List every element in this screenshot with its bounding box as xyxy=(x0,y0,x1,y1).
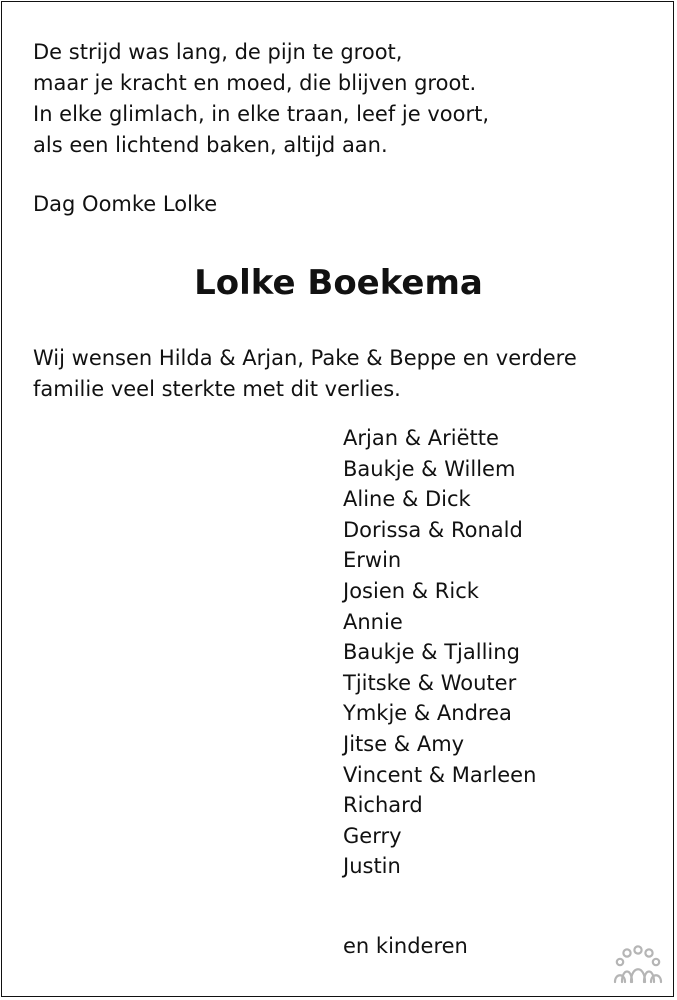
signer-item: Tjitske & Wouter xyxy=(343,670,517,695)
poem-line: als een lichtend baken, altijd aan. xyxy=(33,133,388,157)
signer-item: Gerry xyxy=(343,823,402,848)
signer-item: Josien & Rick xyxy=(343,578,479,603)
signer-item: Baukje & Willem xyxy=(343,456,516,481)
poem-line: In elke glimlach, in elke traan, leef je voort, xyxy=(33,102,489,126)
signer-item: Justin xyxy=(343,854,401,879)
signer-item: Vincent & Marleen xyxy=(343,762,537,787)
signer-item: Arjan & Ariëtte xyxy=(343,426,499,450)
signer-item: Jitse & Amy xyxy=(343,731,465,756)
condolence-message xyxy=(33,343,577,405)
greeting: Dag Oomke Lolke xyxy=(33,192,218,216)
closing-line: en kinderen xyxy=(343,934,468,958)
signers-list xyxy=(343,423,536,882)
signer-item: Aline & Dick xyxy=(343,487,471,512)
signer-item: Richard xyxy=(343,793,423,818)
signer-item: Baukje & Tjalling xyxy=(343,640,520,665)
deceased-name: Lolke Boekema xyxy=(194,263,483,303)
poem-line: maar je kracht en moed, die blijven groot. xyxy=(33,71,477,95)
message-line: familie veel sterkte met dit verlies. xyxy=(33,377,401,401)
signer-item: Dorissa & Ronald xyxy=(343,517,523,542)
signer-item: Ymkje & Andrea xyxy=(343,701,512,726)
signer-item: Annie xyxy=(343,609,403,634)
poem xyxy=(33,37,489,161)
message-line: Wij wensen Hilda & Arjan, Pake & Beppe en verdere xyxy=(33,346,577,370)
signer-item: Erwin xyxy=(343,548,402,573)
people-group-icon xyxy=(612,944,664,986)
poem-line: De strijd was lang, de pijn te groot, xyxy=(33,40,403,64)
